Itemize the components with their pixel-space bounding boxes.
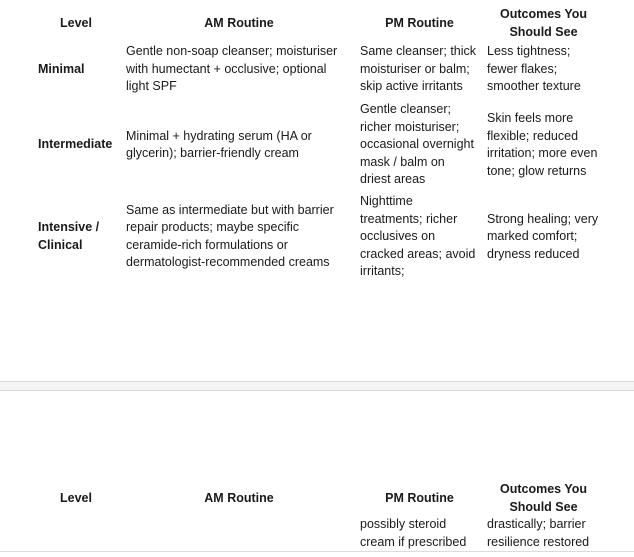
cell-level bbox=[30, 513, 122, 518]
table-row-intensive-clinical bbox=[30, 191, 604, 278]
page-break-gap bbox=[0, 381, 634, 391]
cell-am: Gentle non-soap cleanser; moisturiser with humectant + occlusive; optional light SPF bbox=[126, 44, 338, 94]
cell-outcomes: drastically; barrier resilience restored bbox=[487, 517, 590, 549]
document-page-2 bbox=[0, 391, 634, 557]
cell-pm: possibly steroid cream if prescribed bbox=[360, 517, 467, 549]
column-header-level: Level bbox=[60, 490, 92, 505]
cell-pm: Same cleanser; thick moisturiser or balm; skip active irritants bbox=[360, 44, 477, 94]
cell-outcomes: Skin feels more flexible; reduced irritation; more even tone; glow returns bbox=[487, 111, 598, 178]
cell-level: Intensive / Clinical bbox=[38, 220, 100, 252]
column-header-am: AM Routine bbox=[204, 490, 274, 505]
cell-am: Minimal + hydrating serum (HA or glycerin); barrier-friendly cream bbox=[126, 128, 312, 160]
cell-level: Minimal bbox=[38, 61, 85, 76]
column-header-outcomes: Outcomes You Should See bbox=[499, 482, 588, 514]
table-row-minimal bbox=[30, 40, 604, 99]
column-header-pm: PM Routine bbox=[385, 490, 454, 505]
cell-level: Intermediate bbox=[38, 137, 113, 152]
table-row-intensive-continuation bbox=[30, 513, 604, 553]
cell-am bbox=[122, 513, 356, 518]
cell-outcomes: Less tightness; fewer flakes; smoother texture bbox=[487, 44, 581, 94]
column-header-pm: PM Routine bbox=[385, 15, 454, 30]
column-header-am: AM Routine bbox=[204, 15, 274, 30]
cell-outcomes: Strong healing; very marked comfort; dryness reduced bbox=[487, 211, 599, 261]
table-header-row-repeated bbox=[30, 479, 604, 513]
routine-table-page1 bbox=[30, 4, 604, 278]
cell-pm: Nighttime treatments; richer occlusives on cracked areas; avoid irritants; bbox=[360, 194, 476, 278]
routine-table-page2 bbox=[30, 391, 604, 553]
column-header-level: Level bbox=[60, 15, 92, 30]
cell-am: Same as intermediate but with barrier repair products; maybe specific ceramide-rich formulations or dermatologist-recommended creams bbox=[126, 202, 334, 270]
table-header-row bbox=[30, 4, 604, 40]
bottom-divider bbox=[0, 551, 634, 552]
table-row-intermediate bbox=[30, 99, 604, 191]
column-header-outcomes: Outcomes You Should See bbox=[499, 7, 588, 39]
cell-pm: Gentle cleanser; richer moisturiser; occasional overnight mask / balm on driest areas bbox=[360, 102, 474, 187]
